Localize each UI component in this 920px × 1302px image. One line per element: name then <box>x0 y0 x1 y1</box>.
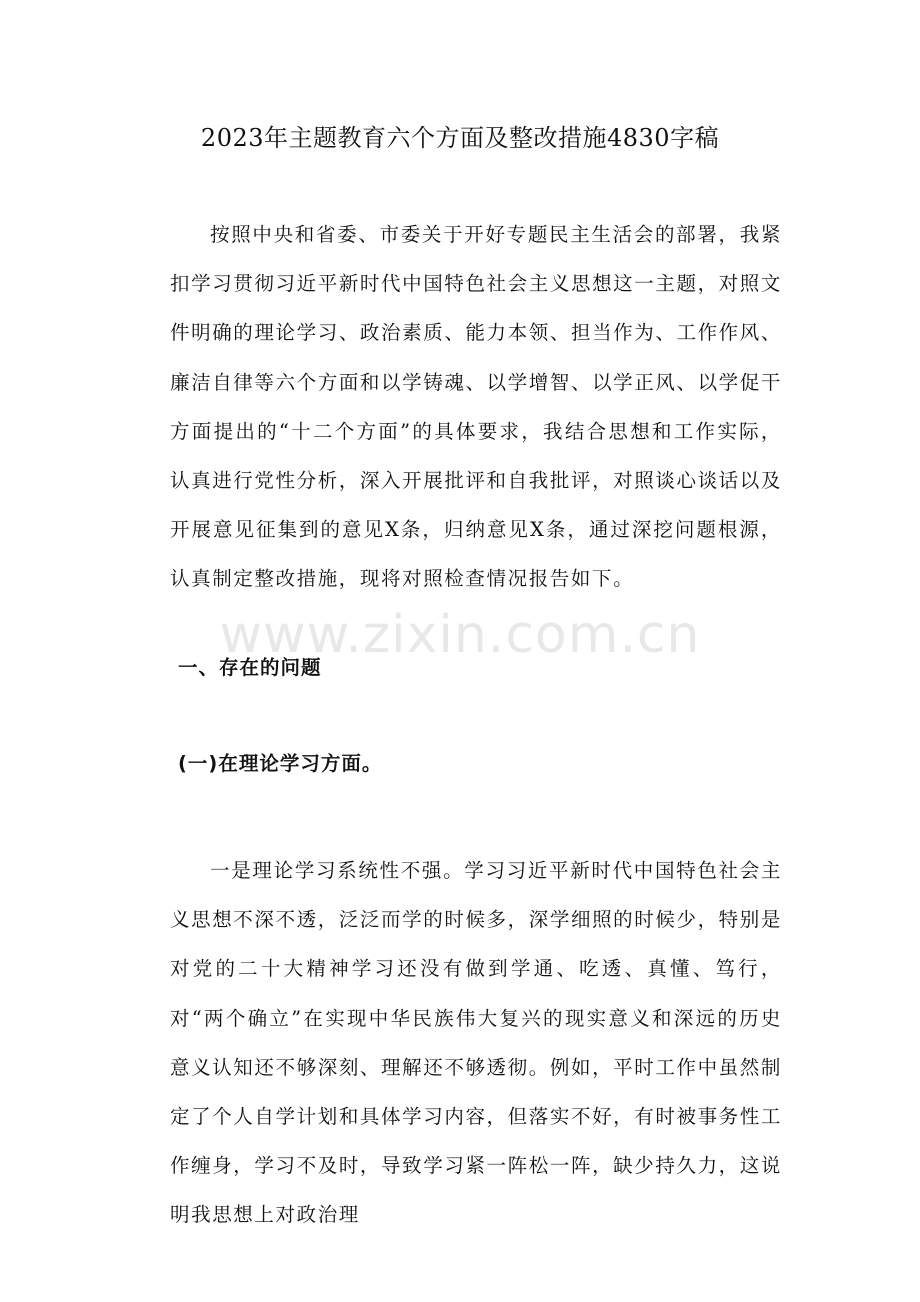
intro-paragraph: 按照中央和省委、市委关于开好专题民主生活会的部署，我紧扣学习贯彻习近平新时代中国特色社会主义思想这一主题，对照文件明确的理论学习、政治素质、能力本领、担当作为、工作作风、廉洁自律等六个方面和以学铸魂、以学增智、以学正风、以学促干方面提出的“十二个方面”的具体要求，我结合思想和工作实际，认真进行党性分析，深入开展批评和自我批评，对照谈心谈话以及开展意见征集到的意见X条，归纳意见X条，通过深挖问题根源，认真制定整改措施，现将对照检查情况报告如下。 <box>170 223 782 591</box>
document-title: 2023年主题教育六个方面及整改措施4830字稿 <box>200 124 720 152</box>
body-paragraph: 一是理论学习系统性不强。学习习近平新时代中国特色社会主义思想不深不透，泛泛而学的时候多，深学细照的时候少，特别是对党的二十大精神学习还没有做到学通、吃透、真懂、笃行，对“两个确立”在实现中华民族伟大复兴的现实意义和深远的历史意义认知还不够深刻、理解还不够透彻。例如，平时工作中虽然制定了个人自学计划和具体学习内容，但落实不好，有时被事务性工作缠身，学习不及时，导致学习紧一阵松一阵，缺少持久力，这说明我思想上对政治理 <box>170 859 782 1227</box>
subsection-heading-theory-study: (一)在理论学习方面。 <box>178 752 383 775</box>
watermark: www.zixin.com.cn <box>219 605 701 665</box>
section-heading-problems: 一、存在的问题 <box>178 656 322 679</box>
